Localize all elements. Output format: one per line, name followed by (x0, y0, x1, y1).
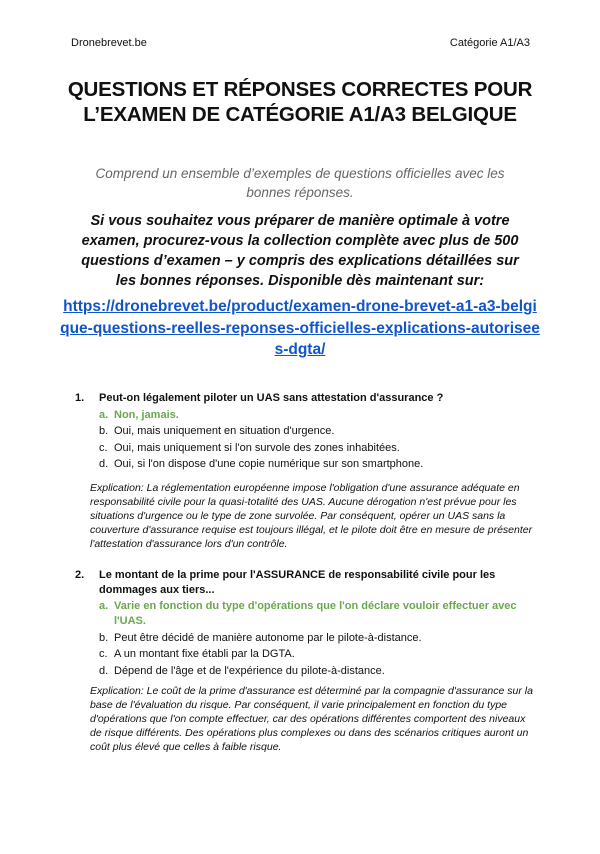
question-number: 1. (75, 392, 85, 404)
question-1 (75, 391, 535, 474)
question-text: Le montant de la prime pour l'ASSURANCE de responsabilité civile pour les dommages aux tiers... (99, 569, 496, 596)
option-text: Oui, mais uniquement en situation d'urgence. (114, 425, 335, 437)
option-letter: a. (99, 600, 109, 612)
option-c (75, 441, 535, 456)
option-letter: c. (99, 648, 108, 660)
option-letter: d. (99, 664, 109, 677)
option-letter: c. (99, 441, 108, 454)
subtitle: Comprend un ensemble d’exemples de questions officielles avec les bonnes réponses. (95, 166, 505, 200)
option-d (75, 457, 535, 472)
option-letter: a. (99, 408, 109, 421)
question-number: 2. (75, 569, 85, 581)
option-d (75, 664, 535, 679)
question-2 (75, 568, 535, 680)
question-text: Peut-on légalement piloter un UAS sans attestation d'assurance ? (99, 392, 444, 404)
explanation-1: Explication: La réglementation européenne impose l'obligation d'une assurance adéquate en responsabilité civile pour la quasi-totalité des UAS. Aucune dérogation n'est prévue pour les situations d'urgence ou le type de zone survolée. Par conséquent, opérer un UAS sans la couverture d'assurance requise est toujours illégal, et le pilote doit être en mesure de présenter l'attestation d'assurance lors d'un contrôle. (90, 482, 533, 550)
option-b (75, 424, 535, 439)
option-b (75, 631, 535, 646)
product-link[interactable]: https://dronebrevet.be/product/examen-drone-brevet-a1-a3-belgique-questions-reelles-reponses-officielles-explications-autorisees-dgta/ (60, 298, 540, 358)
option-text: Non, jamais. (114, 408, 179, 421)
option-letter: b. (99, 425, 109, 437)
option-text: Oui, si l'on dispose d'une copie numérique sur son smartphone. (114, 458, 424, 470)
option-letter: d. (99, 458, 109, 470)
option-c (75, 647, 535, 662)
option-text: Peut être décidé de manière autonome par le pilote-à-distance. (114, 631, 422, 644)
option-text: A un montant fixe établi par la DGTA. (114, 648, 295, 660)
option-text: Oui, mais uniquement si l'on survole des zones inhabitées. (114, 441, 400, 454)
site-name: Dronebrevet.be (71, 37, 147, 49)
option-a-correct (75, 408, 535, 423)
option-text: Dépend de l'âge et de l'expérience du pilote-à-distance. (114, 664, 385, 677)
option-text: Varie en fonction du type d'opérations que l'on déclare vouloir effectuer avec l'UAS. (114, 600, 517, 627)
option-a-correct (75, 599, 535, 629)
page-title: QUESTIONS ET RÉPONSES CORRECTES POUR L’EXAMEN DE CATÉGORIE A1/A3 BELGIQUE (67, 78, 533, 126)
promo-text: Si vous souhaitez vous préparer de manière optimale à votre examen, procurez-vous la collection complète avec plus de 500 questions d’examen – y compris des explications détaillées sur les bonnes réponses. Disponible dès maintenant sur: (81, 213, 519, 289)
explanation-2: Explication: Le coût de la prime d'assurance est déterminé par la compagnie d'assurance sur la base de l'évaluation du risque. Par conséquent, il varie principalement en fonction du type d'opérations que l'on compte effectuer, car des opérations différentes comportent des niveaux de risque différents. Des opérations plus complexes ou dans des scénarios critiques auront un coût plus élevé que celles à faible risque. (90, 685, 533, 753)
option-letter: b. (99, 631, 109, 644)
category-label: Catégorie A1/A3 (449, 37, 530, 49)
